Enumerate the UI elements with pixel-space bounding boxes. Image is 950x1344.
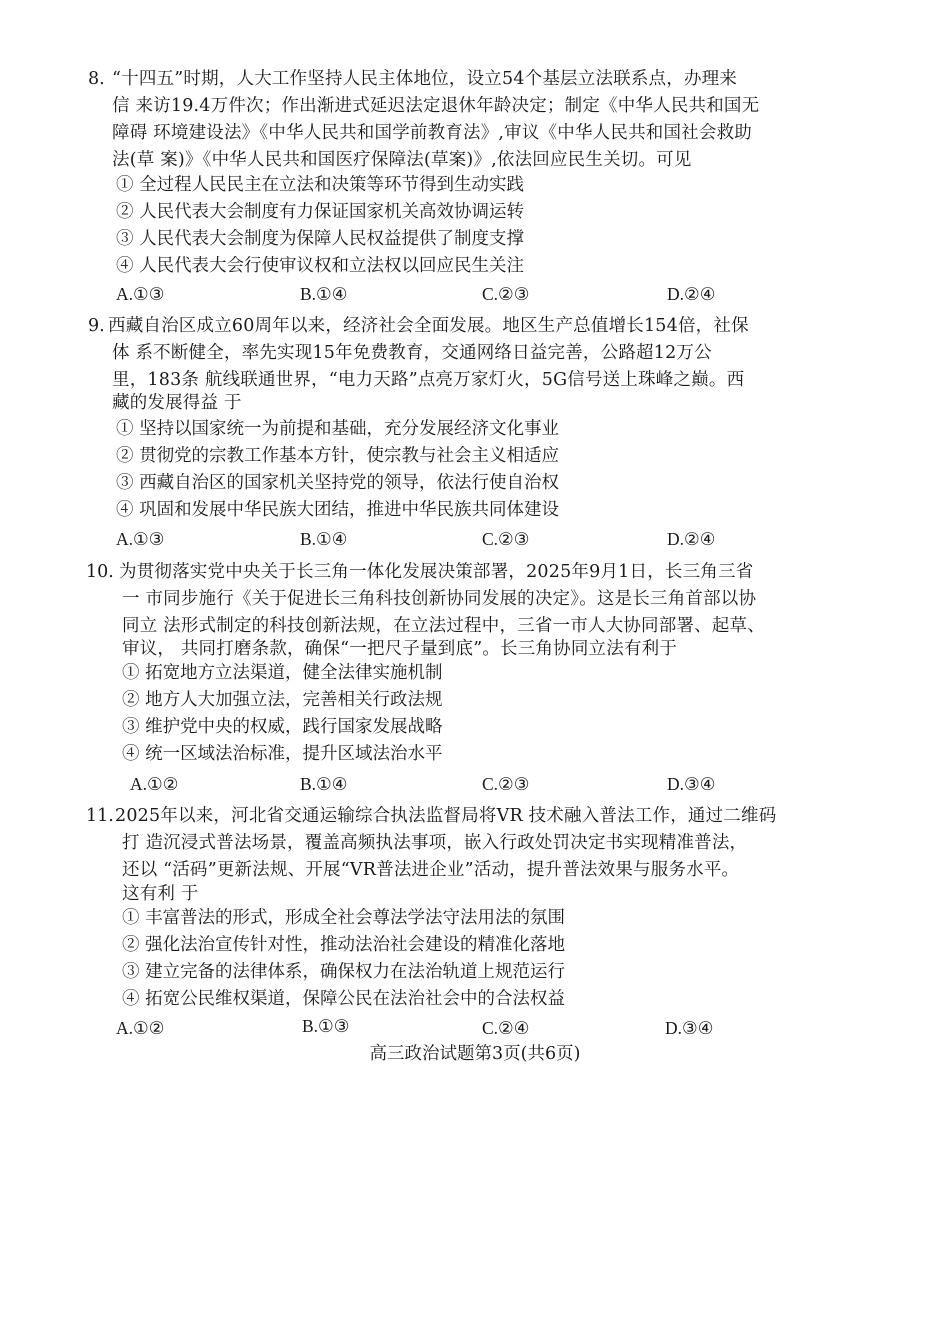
statement-option: ③ 维护党中央的权威，践行国家发展战略 (122, 717, 443, 737)
statement-option: ② 贯彻党的宗教工作基本方针，使宗教与社会主义相适应 (116, 446, 560, 466)
answer-choice-b: B.①④ (300, 284, 348, 304)
statement-option: ① 丰富普法的形式，形成全社会尊法学法守法用法的氛围 (122, 908, 566, 928)
answer-choice-c: C.②④ (482, 1018, 530, 1038)
question-number: 11. (86, 806, 114, 826)
statement-option: ③ 人民代表大会制度为保障人民权益提供了制度支撑 (116, 229, 525, 249)
statement-option: ④ 拓宽公民维权渠道，保障公民在法治社会中的合法权益 (122, 989, 566, 1009)
statement-option: ④ 巩固和发展中华民族大团结，推进中华民族共同体建设 (116, 500, 560, 520)
statement-option: ④ 统一区域法治标准，提升区域法治水平 (122, 744, 443, 764)
question-stem-line: “十四五”时期，人大工作坚持人民主体地位，设立54个基层立法联系点，办理来 (112, 69, 738, 89)
question-stem-line: 为贯彻落实党中央关于长三角一体化发展决策部署，2025年9月1日，长三角三省 (119, 562, 754, 582)
question-stem-line: 里，183条 航线联通世界，“电力天路”点亮万家灯火，5G信号送上珠峰之巅。西 (112, 370, 745, 390)
statement-option: ③ 建立完备的法律体系，确保权力在法治轨道上规范运行 (122, 962, 566, 982)
question-stem-line: 审议， 共同打磨条款，确保“一把尺子量到底”。长三角协同立法有利于 (122, 639, 678, 659)
answer-choice-d: D.③④ (665, 1018, 714, 1038)
statement-option: ③ 西藏自治区的国家机关坚持党的领导，依法行使自治权 (116, 473, 560, 493)
question-stem-line: 法(草 案)》《中华人民共和国医疗保障法(草案)》,依法回应民生关切。可见 (112, 150, 692, 170)
statement-option: ② 地方人大加强立法，完善相关行政法规 (122, 690, 443, 710)
question-stem-line: 藏的发展得益 于 (112, 393, 242, 413)
question-number: 10. (86, 562, 114, 582)
answer-choice-c: C.②③ (482, 529, 530, 549)
statement-option: ④ 人民代表大会行使审议权和立法权以回应民生关注 (116, 256, 525, 276)
question-stem-line: 同立 法形式制定的科技创新法规，在立法过程中，三省一市人大协同部署、起草、 (122, 616, 765, 636)
answer-choice-b: B.①③ (302, 1016, 350, 1036)
statement-option: ① 坚持以国家统一为前提和基础，充分发展经济文化事业 (116, 419, 560, 439)
question-stem-line: 西藏自治区成立60周年以来，经济社会全面发展。地区生产总值增长154倍，社保 (108, 316, 749, 336)
answer-choice-a: A.①② (116, 1018, 165, 1038)
question-stem-line: 障碍 环境建设法》《中华人民共和国学前教育法》,审议《中华人民共和国社会救助 (112, 123, 752, 143)
question-stem-line: 信 来访19.4万件次；作出渐进式延迟法定退休年龄决定；制定《中华人民共和国无 (112, 96, 760, 116)
question-stem-line: 一 市同步施行《关于促进长三角科技创新协同发展的决定》。这是长三角首部以协 (122, 589, 757, 609)
question-stem-line: 体 系不断健全，率先实现15年免费教育，交通网络日益完善，公路超12万公 (112, 343, 712, 363)
question-number: 9. (88, 316, 105, 336)
answer-choice-a: A.①③ (116, 529, 165, 549)
statement-option: ① 拓宽地方立法渠道，健全法律实施机制 (122, 663, 443, 683)
answer-choice-d: D.③④ (667, 774, 716, 794)
answer-choice-b: B.①④ (300, 774, 348, 794)
question-stem-line: 2025年以来，河北省交通运输综合执法监督局将VR 技术融入普法工作，通过二维码 (115, 806, 777, 826)
answer-choice-a: A.①③ (116, 284, 165, 304)
answer-choice-c: C.②③ (482, 774, 530, 794)
page-footer: 高三政治试题第3页(共6页) (369, 1044, 581, 1064)
statement-option: ② 强化法治宣传针对性，推动法治社会建设的精准化落地 (122, 935, 566, 955)
answer-choice-c: C.②③ (482, 284, 530, 304)
statement-option: ② 人民代表大会制度有力保证国家机关高效协调运转 (116, 202, 525, 222)
answer-choice-d: D.②④ (667, 284, 716, 304)
question-stem-line: 打 造沉浸式普法场景，覆盖高频执法事项，嵌入行政处罚决定书实现精准普法， (122, 833, 748, 853)
question-stem-line: 这有利 于 (122, 884, 199, 904)
question-number: 8. (88, 69, 105, 89)
answer-choice-d: D.②④ (667, 529, 716, 549)
question-stem-line: 还以 “活码”更新法规、开展“VR普法进企业”活动，提升普法效果与服务水平。 (122, 860, 740, 880)
answer-choice-b: B.①④ (300, 529, 348, 549)
answer-choice-a: A.①② (130, 774, 179, 794)
statement-option: ① 全过程人民民主在立法和决策等环节得到生动实践 (116, 175, 525, 195)
